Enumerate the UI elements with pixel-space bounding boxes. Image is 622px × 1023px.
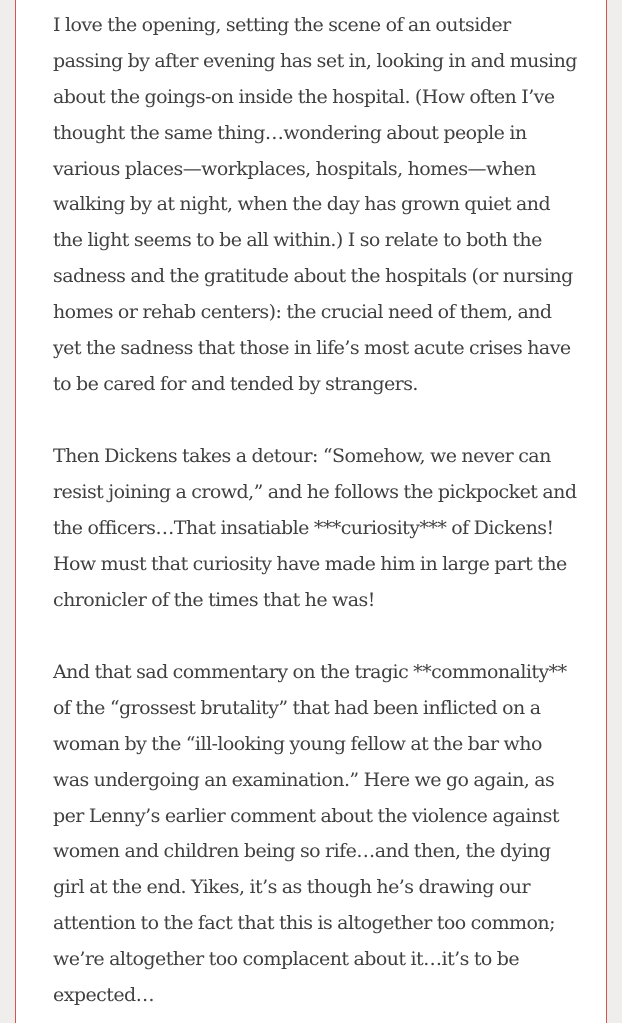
text-line: How must that curiosity have made him in large part the [53, 552, 567, 575]
text-line: about the goings-on inside the hospital. (How often I’ve [53, 85, 555, 108]
text-line: sadness and the gratitude about the hospitals (or nursing [53, 265, 573, 288]
text-line: was undergoing an examination.” Here we go again, as [53, 768, 555, 791]
text-line: girl at the end. Yikes, it’s as though he’s drawing our [53, 876, 531, 899]
text-line: thought the same thing…wondering about people in [53, 121, 527, 144]
text-line: homes or rehab centers): the crucial need of them, and [53, 301, 552, 324]
text-line: attention to the fact that this is altogether too common; [53, 912, 555, 935]
text-line: we’re altogether too complacent about it…it’s to be [53, 948, 520, 971]
comment-paragraph-2 [53, 439, 613, 618]
text-line: per Lenny’s earlier comment about the violence against [53, 804, 559, 827]
text-line: And that sad commentary on the tragic **commonality** [53, 661, 567, 683]
text-line: to be cared for and tended by strangers. [53, 372, 418, 395]
text-line: of the “grossest brutality” that had been inflicted on a [53, 696, 541, 719]
text-line: Then Dickens takes a detour: “Somehow, we never can [53, 445, 551, 467]
text-line: the light seems to be all within.) I so relate to both the [53, 229, 542, 252]
text-line: chronicler of the times that he was! [53, 588, 375, 611]
text-line: passing by after evening has set in, looking in and musing [53, 49, 577, 72]
text-line: expected… [53, 984, 155, 1007]
text-line: resist joining a crowd,” and he follows the pickpocket and [53, 480, 577, 503]
text-line: women and children being so rife…and then, the dying [53, 840, 551, 863]
text-line: the officers…That insatiable ***curiosity*** of Dickens! [53, 516, 554, 539]
text-line: woman by the “ill-looking young fellow at the bar who [53, 732, 542, 755]
text-line: yet the sadness that those in life’s most acute crises have [53, 337, 571, 360]
comment-paragraph-3 [53, 655, 613, 1014]
text-line: I love the opening, setting the scene of an outsider [53, 14, 511, 36]
text-line: walking by at night, when the day has grown quiet and [53, 193, 551, 216]
text-line: various places—workplaces, hospitals, homes—when [53, 157, 536, 180]
comment-paragraph-1 [53, 8, 613, 403]
